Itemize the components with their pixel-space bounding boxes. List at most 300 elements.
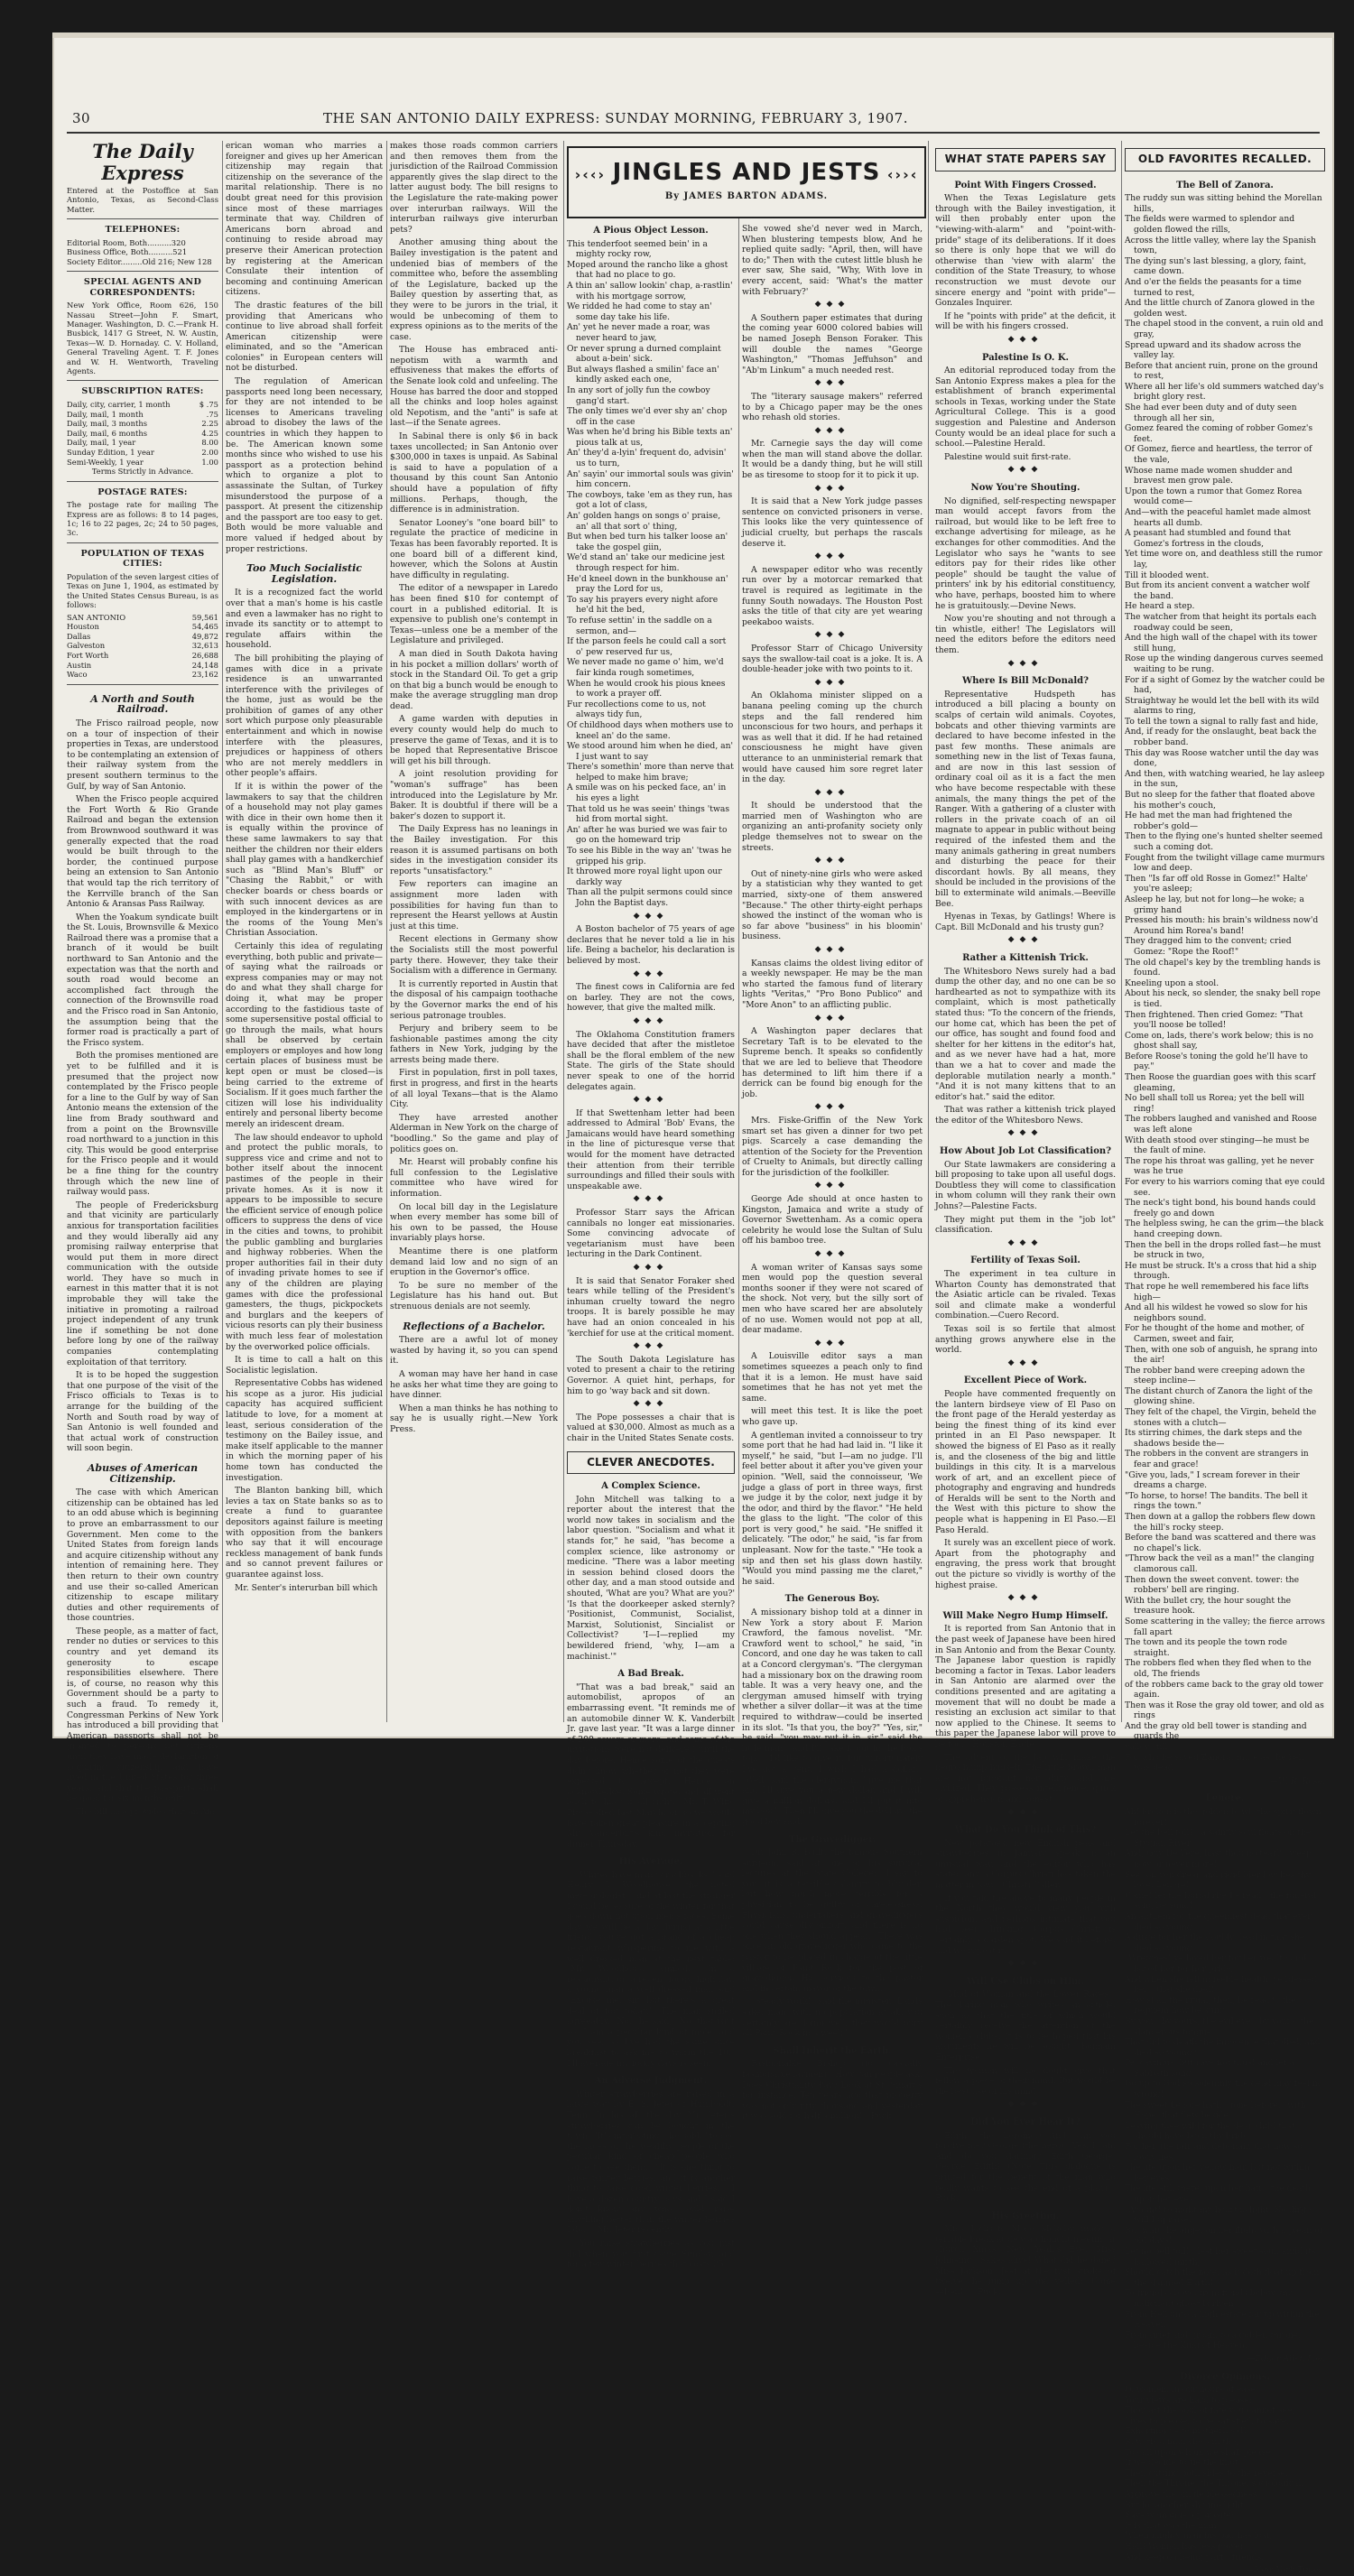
poem-line: Of childhood days when mothers use to kneel an' do the same. <box>567 719 734 741</box>
poem-line: Lives to please, to be satisfied, to save, <box>1125 2415 1290 2426</box>
article-paragraph: A woman may have her hand in case he asks her what time they are going to have dinner. <box>390 1368 558 1401</box>
poem-line: Then to the flying one's hunted shelter seemed such a coming dot. <box>1125 831 1323 852</box>
anecdote-heading: Shall Inherit the Earth. <box>773 2045 892 2056</box>
article-paragraph: Mr. Senter's interurban bill which <box>235 1582 378 1593</box>
poem-line: An' after he was buried we was fair to go on the homeward trip <box>567 824 728 846</box>
article-paragraph: A woman writer of Kansas says some men would pop the question several months sooner if they were not scared of the shock. Not very, but the silly sort of men who have scared her are absolutely of no use. Women would not pop at all, dear madame. <box>742 1262 923 1336</box>
subscription-row-value: 2.25 <box>201 419 218 429</box>
item-heading: Will Make Negro Hump Himself. <box>942 1610 1108 1621</box>
article-paragraph: The case with which American citizenship can be obtained has led to an odd abuse which is beginning to prove an embarrassment to our Government. Men come to the United States from foreign lands and acquire citizenship without any intention of remaining here. They then return to their own country and use their so-called American citizenship to escape military duties and other requirements of those countries. <box>67 1487 218 1624</box>
article-paragraph: When the Texas Legislature gets through with the Bailey investigation, it will then probably enter upon the "viewing-with-alarm" and "point-with-pride" stage of its deliberations. If it does so there is only hope that we will do otherwise than 'view with alarm' the condition of the State Treasury, to whose reconstruction we must devote our sincere energy and "point with pride"—Gonzales Inquirer. <box>935 193 1116 309</box>
divider <box>67 271 218 272</box>
poem-line: To call upon whom we shall please; <box>1125 2447 1274 2458</box>
poem-line: That did to death the innocence that died, and died so young?" <box>1125 2037 1321 2058</box>
state-papers-box: WHAT STATE PAPERS SAY <box>935 148 1116 171</box>
poem-line: And the gray old bell tower is standing and guards the <box>1125 1720 1307 1742</box>
postage-heading: POSTAGE RATES: <box>97 486 188 497</box>
poem-line: How shall the ritual, then, be read?—the requiem how be sung <box>1125 1995 1296 2016</box>
diamond-divider: ◆◆◆ <box>814 1338 850 1348</box>
article-paragraph: A joint resolution providing for "woman's suffrage" has been introduced into the Legislature by Mr. Baker. It is doubtful if there will be a baker's dozen to support it. <box>390 769 558 821</box>
poem-line: Go up to God so solemnly the dead may feel no wrong! <box>1125 2079 1323 2100</box>
page-number: 30 <box>72 110 91 126</box>
poem-line: A thin an' sallow lookin' chap, a-rastlin' with his mortgage sorrow, <box>567 280 733 301</box>
article-paragraph: When a man thinks he has nothing to say he is usually right.—New York Press. <box>390 1403 558 1434</box>
diamond-divider: ◆◆◆ <box>814 551 850 561</box>
column-3 <box>390 141 558 1722</box>
population-row <box>67 661 218 671</box>
poem-line: And then, with watching wearied, he lay asleep in the sun, <box>1125 768 1325 790</box>
telephone-line: Business Office, Both..........521 <box>67 247 188 257</box>
population-row-label: Austin <box>67 660 92 670</box>
article-paragraph: That was rather a kittenish trick played the editor of the Whitesboro News. <box>935 1105 1116 1126</box>
poem-line: We never made no game o' him, we'd fair kinda rough sometimes, <box>567 657 724 678</box>
poem-line: Till it blooded went. <box>1125 570 1210 580</box>
poem-line: Than all the pulpit sermons could since John the Baptist days. <box>567 887 733 908</box>
telephones-list <box>67 238 218 266</box>
article-paragraph: Now you're shouting and not through a tin whistle, either! The Legislators will need the editors before the editors need them. <box>935 614 1116 655</box>
article-paragraph: "Steady work!" said the minister, 'Lands sake, man, with no population at all, you certainly are doing well, they would bury all Paint Rock in a week.'" <box>742 1997 923 2039</box>
poem-line: The life still there, upon her hair—the death upon her eyes. <box>1125 2183 1312 2204</box>
poem-line: of the robbers came back to the gray old tower again. <box>1125 1679 1323 1700</box>
telephones-heading: TELEPHONES: <box>105 225 181 236</box>
diamond-divider: ◆◆◆ <box>1007 658 1043 668</box>
poem-line: Then "Is far off old Rosse in Gomez!" Halte' you're asleep; <box>1125 873 1309 894</box>
article-paragraph: It is to be hoped the suggestion that one purpose of the visit of the Frisco officials to Texas is to arrange for the building of the North and South road by way of San Antonio is well founded and that actual work of construction will soon begin. <box>67 1370 218 1454</box>
poem-line: To see his Bible in the way an' 'twas he gripped his grip. <box>567 846 732 866</box>
diamond-divider: ◆◆◆ <box>814 630 850 640</box>
column-5 <box>742 224 923 2122</box>
poem-heading: A Pious Object Lesson. <box>593 226 709 236</box>
article-paragraph: If he "points with pride" at the deficit, it will be with his fingers crossed. <box>935 310 1116 332</box>
poem <box>567 239 735 909</box>
poem-line: An' yet he never made a roar, was never heard to jaw, <box>567 322 710 343</box>
article-paragraph: Fashionable Bishop (to casually fashionable laymen)—How can people ask, Does Christianity Pay? Look at St. Smart's for instance. Ten years ago that property was not only fifty thousand and yesterday it was sold for half a million!—Puck. <box>742 2059 923 2122</box>
poem-line: Across the little valley, where lay the Spanish town, <box>1125 235 1316 256</box>
poem-line: For her, the fair and debonair, that now so lowly lies, <box>1125 2142 1303 2163</box>
diamond-divider: ◆◆◆ <box>814 483 850 493</box>
poem-line: And—with the peaceful hamlet made almost hearts all dumb. <box>1125 507 1312 528</box>
column-rule <box>563 141 564 1722</box>
diamond-divider: ◆◆◆ <box>814 1181 850 1191</box>
postage-text: The postage rate for mailing The Express are as follows: 8 to 14 pages, 1c; 16 to 22 pages, 2c; 24 to 50 pages, 3c. <box>67 500 218 538</box>
subscription-row <box>67 400 218 410</box>
poem-line: A dirge for her the doubly dead in that she died so young. <box>1125 1932 1305 1953</box>
subscription-row <box>67 438 218 448</box>
article-paragraph: Texas soil is so fertile that almost anything grows anywhere else in the world. <box>935 1323 1116 1356</box>
article-paragraph: It is currently reported in Austin that the disposal of his campaign toothache by the Governor marks the end of his serious patronage troubles. <box>390 978 558 1021</box>
poem-line: Rose up the winding dangerous curves seemed waiting to be rung. <box>1125 653 1323 674</box>
divider <box>67 380 218 381</box>
poem-line: Then the bell in the drops rolled fast—he must be struck in two, <box>1125 1239 1322 1261</box>
poem-line: Boy, 'tis a man she's in the, <box>1125 2437 1239 2448</box>
anecdotes-box: CLEVER ANECDOTES. <box>567 1451 735 1475</box>
diamond-divider: ◆◆◆ <box>1007 1237 1043 1247</box>
poem-line: An' sayin' our immortal souls was givin' him concern. <box>567 468 734 490</box>
poem-line: And keep on being part—friends." <box>1125 2552 1268 2562</box>
poem-line: Asleep he lay, but not for long—he woke; a grimy hand <box>1125 894 1304 915</box>
article-paragraph: If that Swettenham letter had been addressed to Admiral 'Bob' Evans, the Jamaicans would have heard something in the line of picturesque verse that would for the moment have detracted their attention from their terrible surroundings and filled their souls with unspeakable awe. <box>567 1107 735 1191</box>
population-row-value: 49,872 <box>191 631 218 641</box>
subscription-row-value: 8.00 <box>201 438 218 448</box>
article-paragraph: She vowed she'd never wed in March, When blustering tempests blow, And he replied quite sadly: "April, then, will have to do;" Then with the cutest little blush he ever saw, She said, "Why, With love in every accent, said: 'What's the matter with February?' <box>742 224 923 297</box>
subscription-table <box>67 400 218 467</box>
diamond-divider: ◆◆◆ <box>1007 1807 1043 1817</box>
poem-line: He had met the man had frightened the robber's gold— <box>1125 811 1293 831</box>
poem-line: He'd kneel down in the bunkhouse an' pray the Lord for us, <box>567 573 728 595</box>
article-paragraph: Few reporters can imagine an assignment more laden with possibilities for having fun than to represent the Hearst yellows at Austin just at this time. <box>390 879 558 931</box>
divider <box>67 542 218 543</box>
article-paragraph: The people of Fredericksburg and that vicinity are particularly anxious for transportation facilities and they would liberally aid any promising railway enterprise that would put them in more direct communication with the outside world. They have so much in earnest in this matter that it is not improbable they will take the initiative in promoting a railroad project independent of any trunk line if something be not done before long by one of the railway companies contemplating exploitation of that territory. <box>67 1200 218 1367</box>
diamond-divider: ◆◆◆ <box>633 1341 669 1351</box>
anecdote-heading: The Generous Boy. <box>784 1594 880 1605</box>
article-paragraph: The women will no doubt give that fellow a piece of their mind. But would be the best use of his mind. <box>935 2065 1116 2097</box>
poem-line: For every to his warriors coming that eye could see. <box>1125 1177 1325 1198</box>
article-paragraph: It surely was an excellent piece of work. Apart from the photography and engraving, the press work that brought out the picture so vividly is worthy of the highest praise. <box>935 1538 1116 1590</box>
article-paragraph: They might put them in the "job lot" classification. <box>935 1214 1116 1236</box>
article-paragraph: A Washington paper declares that Secretary Taft is to be elevated to the Supreme bench. It speaks so confidently that we are led to believe that Theodore has determined to lift him there if a derrick can be found big enough for the job. <box>742 1026 923 1099</box>
poem-line: O, women, in our hours of ease <box>1125 2385 1256 2395</box>
diamond-divider: ◆◆◆ <box>633 1399 669 1409</box>
diamond-divider: ◆◆◆ <box>814 378 850 388</box>
anecdote-heading: An Adverse Judgment. <box>594 2076 708 2087</box>
poem-line: But waft the angel on her flight with a pæan of old days! <box>1125 2225 1323 2247</box>
article-paragraph: The "literary sausage makers" referred to by a Chicago paper may be the ones who rehash old stories. <box>742 391 923 423</box>
poem-line: The helpless swing, he can the grim—the black hand creeping down. <box>1125 1219 1324 1239</box>
column-rule <box>386 141 387 1722</box>
article-paragraph: It is a recognized fact the world over that a man's home is his castle and even a lawmaker has no right to invade its sanctity or to attempt to regulate affairs within the household. <box>226 588 383 651</box>
divider <box>67 481 218 482</box>
poem-line: Let the bell toll!—a saintly soul floats on the Stygian River; <box>1125 1828 1312 1849</box>
poem-line: For he thought of the home and mother, of Carmen, sweet and fair, <box>1125 1323 1304 1344</box>
poem-line: And the little church of Zanora glowed in the golden west. <box>1125 298 1315 319</box>
column-rule <box>928 141 929 1722</box>
diamond-divider: ◆◆◆ <box>1007 1959 1043 1969</box>
poem-line: And, if ready for the onslaught, beat back the robber band. <box>1125 727 1317 748</box>
population-row-value: 24,148 <box>191 660 218 670</box>
diamond-divider: ◆◆◆ <box>633 1194 669 1204</box>
top-edge <box>52 32 1334 38</box>
article-paragraph: An Oklahoma minister slipped on a banana peeling coming up the church steps and the fall rendered him unconscious for two hours, and perhaps it was as well that it did. If he had retained consciousness he might have given utterance to an unministerial remark that would have caused him sore regret later in the day. <box>742 690 923 785</box>
masthead-title: The Daily Express <box>92 140 193 184</box>
poem-line: But from its ancient convent a watcher wolf the band. <box>1125 580 1310 601</box>
population-row <box>67 670 218 680</box>
item-heading: Will Use Clubs on Him. <box>967 1976 1084 1987</box>
article-paragraph: The Blanton banking bill, which levies a tax on State banks so as to create a fund to guarantee depositors against failure is meeting with opposition from the bankers who say that it will encourage reckless management of bank funds and so cannot prevent failures or guarantee against loss. <box>226 1486 383 1580</box>
article-paragraph: Palestine would suit first-rate. <box>944 451 1071 462</box>
population-row-label: Houston <box>67 622 99 632</box>
agents-text: New York Office, Room 626, 150 Nassau Street—John F. Smart, Manager. Washington, D. C.—Frank H. Busbick, 1417 G Street, N. W. Austin, Texas—W. D. Hornaday. C. V. Holland, General Traveling Agent. T. F. Jones and W. H. Wentworth, Traveling Agents. <box>67 301 218 376</box>
diamond-divider: ◆◆◆ <box>1007 1593 1043 1603</box>
article-heading: Abuses of American Citizenship. <box>87 1461 199 1485</box>
diamond-divider: ◆◆◆ <box>814 945 850 954</box>
population-row <box>67 651 218 661</box>
item-heading: Palestine Is O. K. <box>981 352 1070 363</box>
subscription-row-label: Daily, mail, 6 months <box>67 428 148 438</box>
anecdote-heading: His Average. <box>618 1857 683 1867</box>
poem-line: Pressed his mouth: his brain's wildness now'd Around him Rorea's band! <box>1125 915 1319 936</box>
poem-line: Says woman is a parasite; <box>1125 2510 1235 2521</box>
subscription-row <box>67 419 218 429</box>
article-paragraph: Mr. Carnegie says the day will come when the man will stand above the dollar. It would be a dandy thing, but he will still be as tiresome to stoop for it to pick it up. <box>742 439 923 481</box>
population-table <box>67 613 218 680</box>
article-paragraph: It is said that Senator Foraker shed tears while telling of the President's inhuman cruelty toward the negro troops. It is barely possible he may have had an onion concealed in his 'kerchief for use at the critical moment. <box>567 1275 735 1339</box>
article-paragraph: The finest cows in California are fed on barley. They are not the cows, however, that give the malted milk. <box>567 982 735 1014</box>
subscription-row-label: Sunday Edition, 1 year <box>67 448 154 458</box>
article-paragraph: Dr. John B. Bullt, the famous Southern surgeon, said at one of his surgical lectures at the State College: "I say to you, it is a terrible calamity to blunder, but how much more terrible for a physician to be guilty of carelessness. Physicians, undertakers and gravediggers could cause discomfort, and there is no one when they should appear. "There was once an old gravedigger who came to the pastor to be placed in charge of the little village of Paint Rock for the post of gravedigger. His services to the pastor and in certain mayor of the town. <box>742 1848 923 1994</box>
poem-line: Straightway he would let the bell with its wild alarms to ring, <box>1125 695 1320 717</box>
poem-line: "To horse, to horse! The bandits. The bell it rings the town." <box>1125 1490 1308 1512</box>
population-row-label: Fort Worth <box>67 651 109 661</box>
diamond-divider: ◆◆◆ <box>633 1263 669 1272</box>
article-paragraph: Representative Cobbs has widened his scope as a juror. His judicial capacity has acquired sufficient latitude to love, for a moment at least, serious consideration of the testimony on the Bailey issue, and make itself applicable to the manner in which the morning paper of his home town has conducted the investigation. <box>226 1378 383 1483</box>
subscription-row <box>67 410 218 420</box>
poem-signature: —New York Times. <box>1246 2565 1325 2576</box>
poem <box>1125 1807 1325 2351</box>
poem-line: Peccavimus; but rave not thus! and let a Sabbath song <box>1125 2058 1294 2079</box>
poem-line: The ruddy sun was sitting behind the Morellan hills, <box>1125 193 1322 214</box>
article-paragraph: The South Dakota Legislature has voted to present a chair to the retiring Governor. A quiet hint, perhaps, for him to go 'way back and sit down. <box>567 1354 735 1396</box>
article-paragraph: Mr. Hearst will probably confine his full confession to the Legislative committee who have wired for information. <box>390 1157 558 1199</box>
diamond-divider: ◆◆◆ <box>814 1013 850 1023</box>
subscription-row-value: .75 <box>206 409 218 419</box>
old-favorites-box: OLD FAVORITES RECALLED. <box>1125 148 1325 171</box>
diamond-divider: ◆◆◆ <box>814 300 850 310</box>
article-paragraph: Senator Looney's "one board bill" to regulate the practice of medicine in Texas has been favorably reported. It is one board bill of a different kind, however, which the Solons at Austin have difficulty in regulating. <box>390 517 558 580</box>
diamond-divider: ◆◆◆ <box>814 677 850 687</box>
poem-line: The only times we'd ever shy an' chop off in the case <box>567 406 728 427</box>
article-paragraph: Meantime there is one platform demand laid low and no sign of an eruption in the Governor's office. <box>390 1246 558 1278</box>
diamond-divider: ◆◆◆ <box>814 787 850 797</box>
subscription-row-label: Daily, city, carrier, 1 month <box>67 400 171 410</box>
article-paragraph: The Frisco railroad people, now on a tour of inspection of their properties in Texas, are understood to be contemplating an extension of their railway system from the present southern terminus to the Gulf, by way of San Antonio. <box>67 718 218 792</box>
poem-line: The sweet Lenore hath "gone before," with Hope, that flew beside, <box>1125 2099 1306 2121</box>
poem-line: Of Gomez, fierce and heartless, the terror of the vale, <box>1125 444 1312 466</box>
poem-line: It is that was the man, <box>1125 2520 1220 2531</box>
banner-title-text: JINGLES AND JESTS <box>612 159 881 186</box>
poem-line: That rope he well remembered his face lifts high— <box>1125 1281 1309 1302</box>
article-paragraph: The experiment in tea culture in Wharton County has demonstrated that the Asiatic article can be rivaled. Texas soil and climate make a wonderful combination.—Cuero Record. <box>935 1269 1116 1321</box>
article-paragraph: If it is within the power of the lawmakers to say that the children of a household may not play games with dice in their own home then it is equally within the province of these same lawmakers to say that neither the children nor their elders shall play games with a handkerchief such as "Blind Man's Bluff" or "Chasing the Rabbit," or with checker boards or chess boards or with such innocent devices as are employed in the kindergartens or in the rooms of the Young Men's Christian Association. <box>226 782 383 939</box>
poem-signature: —Edgar Allen Poe. <box>1247 2353 1325 2364</box>
article-paragraph: If you told the above to many people in the North they would view you with suspicion, and perhaps intimate that you had been drinking. Corpus Christi is certainly a garden spot. We said it before, and we repeat it. <box>935 1893 1116 1956</box>
article-paragraph: Winter strawberries are raised in a large way by E. S. Jeter of Humboldt, Tenn. In his all the day Mr. Jeter's strawberries can be bought in the town. "It's interesting," he said, "to see the faces of the wealthy people of the peculiar kind of cheap people who come to see them." "It is one thing to raise winter berries, and it is another thing to raise good winter berries." "I have a dozen country boys and I said I don't know any who could raise anything better than the winter berries I do."—Mr. Jeter recently. <box>567 2089 735 2236</box>
diamond-divider: ◆◆◆ <box>1007 334 1043 344</box>
poem-line: Some scattering in the valley; the fierce arrows fall apart <box>1125 1616 1325 1637</box>
poem-line: Should catch the note, as it doth float up from the damned Earth! <box>1125 2267 1320 2288</box>
poem-line: We'd stand an' take our medicine jest through respect for him. <box>567 552 725 573</box>
poem-line: Whose name made women shudder and bravest men grow pale. <box>1125 465 1293 486</box>
jingles-banner <box>567 146 926 218</box>
article-paragraph: A Louisville editor says a man sometimes squeezes a peach only to find that it is a lemon. He must have said sometimes that he has not yet met the same. <box>742 1351 923 1404</box>
poem-line: The watcher from that height its portals each roadway could be seen, <box>1125 611 1317 633</box>
article-paragraph: To be sure no member of the Legislature has his hand out. But strenuous denials are not seemly. <box>390 1280 558 1311</box>
anecdote-heading: The Gravedigger. <box>789 1834 876 1845</box>
article-paragraph: Recent elections in Germany show the Socialists still the most powerful party there. However, they take their Socialism with a difference in Germany. <box>390 934 558 977</box>
subscription-row-value: $ .75 <box>199 400 218 410</box>
population-heading: POPULATION OF TEXAS CITIES: <box>80 548 205 570</box>
poem-line: Upon the town a rumor that Gomez Rorea would come— <box>1125 486 1303 507</box>
poem-line: Before the band was scattered and there was no chapel's lick. <box>1125 1533 1316 1553</box>
poem-line: An anthem for the queenliest dead that ever died so young— <box>1125 1911 1312 1932</box>
poem-line: Then down the sweet convent. tower: the robbers' bell are ringing. <box>1125 1574 1300 1596</box>
poem-line: And the high wall of the chapel with its tower still hung, <box>1125 633 1318 653</box>
poem-line: And when she fell in feeble health, ye blessed her—that she died! <box>1125 1974 1318 1996</box>
banner-title <box>569 159 924 186</box>
article-paragraph: George Ade should at once hasten to Kingston, Jamaica and write a study of Governor Swettenham. As a comic opera celebrity he would lose the Sultan of Sulu off his bamboo tree. <box>742 1194 923 1246</box>
article-paragraph: "That was a bad break," said an automobilist, apropos of an embarrassing event. "It reminds me of an automobile dinner W. K. Vanderbilt Jr. gave last year. "It was a large dinner of 200 covers or more, and some of the invitations were not delivered until the day before. Hence some of the guests didn't know whether or not they were expected to accept. Hence an acknowledge. Some wrote, and all went back to his car all right. "Mr. T. Wiffe Pitcoe died last March, or so we would have taken great pleasure in accepting Mr. Vanderbilt's kind invitation for dinner Thursday." <box>567 1682 735 1849</box>
poem-line: To say his prayers every night afore he'd hit the bed, <box>567 594 719 616</box>
poem-line: Thou art the soul of fate you cannot see, <box>1125 2405 1295 2416</box>
article-paragraph: It is reported from San Antonio that in the past week of Japanese have been hired in San Antonio and from the Bexar County. The Japanese labor question is rapidly becoming a factor in Texas. Labor leaders in San Antonio are alarmed over the conditions presented and are agitating a movement that will no doubt be made a resisting an exclusion act similar to that now applied to the Chinese. It seems to this paper the Japanese labor will prove to be too.—Houston Eagle. <box>935 1624 1116 1749</box>
subscription-row <box>67 429 218 439</box>
diamond-divider: ◆◆◆ <box>1007 2099 1043 2109</box>
subscription-row-value: 1.00 <box>201 457 218 467</box>
article-paragraph: These people, as a matter of fact, render no duties or services to this country and yet demand its generosity to escape responsibilities elsewhere. There is, of course, no reason why this Government should be a party to such a fraud. To remedy it, Congressman Perkins of New York has introduced a bill providing that American passports shall not be granted to persons not citizens until they have made declaration of acquiring citizenship and have lived in the United States for three years, and that the passports shall be good for six months only. <box>67 1626 218 1804</box>
article-paragraph: The Whitesboro News surely had a bad dump the other day, and no one can be so hardhearted as not to sympathize with its complaint, which is most pathetically stated thus: "To the concern of the friends, our home cat, which has been the pet of our office, has sought and found food and shelter for her kittens in the editor's hat, and as we never have had a hat, more than we a hat to cover and made the deplorable mutilation nearly a month." "And it is not many kittens that to an editor's hat." said the editor. <box>935 966 1116 1102</box>
subscription-row <box>67 448 218 458</box>
article-paragraph: A newspaper editor who was recently run over by a motorcar remarked that travel is required as legitimate in the funny South nowadays. The Houston Post asks the title of that city are yet wearing peekaboo waists. <box>742 564 923 627</box>
poem-line: The town and its people the town rode straight. <box>1125 1637 1287 1658</box>
poem-line: And, Guy De Vere, hast thou no tear?—weep now or never more! <box>1125 1849 1312 1869</box>
poem-line: It throwed more royal light upon our darkly way <box>567 866 722 887</box>
article-paragraph: The Pope possesses a chair that is valued at $30,000. Almost as much as a chair in the United States Senate costs. <box>567 1412 735 1443</box>
poem-line: Then down at a gallop the robbers flew down the hill's rocky steep. <box>1125 1512 1316 1533</box>
poem-line: The old chapel's key by the trembling hands is found. <box>1125 957 1321 978</box>
poem-line: valley still. <box>1125 1742 1171 1753</box>
poem-line: "Give you, lads," I scream forever in their dreams a charge. <box>1125 1469 1300 1491</box>
poem-line: Before that ancient ruin, prone on the ground to rest, <box>1125 360 1318 382</box>
article-heading: Reflections of a Bachelor. <box>403 1320 545 1332</box>
poem-line: If the parson feels he could call a sort o' pew reserved fur us, <box>567 636 727 657</box>
terms-text: Terms Strictly in Advance. <box>91 467 194 477</box>
article-paragraph: A gentleman invited a connoisseur to try some port that he had had laid in. "I like it myself," he said, "but I—am no judge. I'll feel better about it after you've given your opinion. "Well, said the connoisseur, 'We judge a glass of port in three ways, first we judge it by the color, next judge it by the odor, and third by the flavor." "He held the glass to the light. "The color of this port is very good," he said. "He sniffed it delicately. "The odor," he said, "is far from unpleasant. Now for the taste." "He took a sip and then set his glass down hastily. "Would you mind passing me the claret," he said. <box>742 1430 923 1587</box>
diamond-divider: ◆◆◆ <box>1007 1128 1043 1138</box>
population-row-value: 54,465 <box>191 622 218 632</box>
divider <box>67 218 218 219</box>
poem-line: Kneeling upon a stool. <box>1125 978 1220 988</box>
article-paragraph: Representative Hudspeth has introduced a bill placing a bounty on scalps of certain wild animals. Coyotes, bobcats and other thieving varmints are declared to have become infested in the past few months. These animals are something new in the list of Texas fauna, and are now in this last session of ordinary coal oil as it is a fact the men who have become respectable with these animals, the many things the pet of the Ranger. With a gathering of a cluster with rollers in the private coach of an oil magnate to appear in public without being required of the infested them and the many animals gathering in great numbers and disturbing the peace for their discordant howls. By all means, they should be included in the provisions of the bill to exterminate wild animals.—Beeville Bee. <box>935 689 1116 909</box>
article-paragraph: A man died in South Dakota having in his pocket a million dollars' worth of stock in the Standard Oil. To get a grip on that big a bunch would be enough to make the average struggling man drop dead. <box>390 648 558 711</box>
poem-line: In any sort of jolly fun the cowboy gang'd start. <box>567 385 710 406</box>
poem-line: With the bullet cry, the hour sought the treasure hook. <box>1125 1595 1292 1617</box>
poem-line: An' golden hangs on songs o' praise, an' all that sort o' thing, <box>567 511 721 532</box>
masthead-entered: Entered at the Postoffice at San Antonio, Texas, as Second-Class Matter. <box>67 186 218 214</box>
item-heading: Fertility of Texas Soil. <box>970 1256 1080 1266</box>
poem-line: We stood around him when he died, an' I just want to say <box>567 741 734 762</box>
article-paragraph: Professor Starr says the African cannibals no longer eat missionaries. Some convincing advocate of vegetarianism must have been lecturing in the Dark Continent. <box>567 1208 735 1260</box>
article-paragraph: Another amusing thing about the Bailey investigation is the patent and undenied bias of members of the committee who, before the assembling of the Legislature, backed up the Bailey question by asserting that, as they were to be jurors in the trial, it would be unbecoming of them to express opinions as to the merits of the case. <box>390 237 558 342</box>
article-paragraph: Mrs. Fiske-Griffin of the New York smart set has given a dinner for two pet pigs. Scarcely a case demanding the attention of the Society for the Prevention of Cruelty to Animals, but directly calling for the jurisdiction of the foolkiller. <box>742 1115 923 1178</box>
article-paragraph: It is said that a New York judge passes sentence on convicted prisoners in verse. This looks like the very quintessence of judicial cruelty, but perhaps the rascals deserve it. <box>742 496 923 549</box>
article-paragraph: Hyenas in Texas, by Gatlings! Where is Capt. Bill McDonald and his trusty gun? <box>935 912 1116 932</box>
poem-line: But always flashed a smilin' face an' kindly asked each one, <box>567 364 719 385</box>
population-row-value: 32,613 <box>191 641 218 651</box>
diamond-divider: ◆◆◆ <box>814 425 850 435</box>
population-row <box>67 632 218 642</box>
anecdote-heading: A Complex Science. <box>601 1481 700 1492</box>
poem-line: To refuse settin' in the saddle on a sermon, and— <box>567 615 712 636</box>
poem-line: The neck's tight bond, his bound hands could freely go and down <box>1125 1198 1316 1219</box>
subscription-row-label: Daily, mail, 3 months <box>67 419 148 429</box>
article-paragraph: "Whites have many crackbacks," said Henry J. Woodhouse, the noted meteorologist, "and at last the stranger I could be so sure of the winter for that goes down not upon men's faces. Some day we will be a day during at a little friend 'you've got a brand of a cheap restaurant whispering to me with a well dressed man at the next table: "Mr. Woodhouse smiled. "In a restaurant, on a recent foggy, high day, a young man a well dressed man said "Excuse me, sir, but there's a great deal of fog today.' "The man smiled agreeably. "No," he said, "No, that isn't so. I am a peculiar kind of mole, and you see, as I've had the same since breakfast to ask me to warm the 10," I'll average my foggy days is seen." <box>567 1869 735 2069</box>
poem-line: If we decide to tie the knot, <box>1125 2458 1241 2469</box>
poem-heading: Lenore. <box>1205 1793 1245 1804</box>
poem-line: Its stirring chimes, the dark steps and the shadows beside the— <box>1125 1428 1303 1449</box>
diamond-divider: ◆◆◆ <box>814 1249 850 1259</box>
article-paragraph: A game warden with deputies in every county would help do much to preserve the game of Texas, and it is to be hoped that Representative Briscoe will get his bill through. <box>390 714 558 766</box>
population-row-label: Waco <box>67 670 88 680</box>
article-heading: Too Much Socialistic Legislation. <box>246 562 362 585</box>
article-paragraph: When the Yoakum syndicate built the St. Louis, Brownsville & Mexico Railroad there was a promise that a branch of it would be built northward to San Antonio and the expectation was that the north and south road would become an accomplished fact through the connection of the Brownsville road and the Frisco road in San Antonio, the assumption being that the former road is practically a part of the Frisco system. <box>67 912 218 1048</box>
article-paragraph: will meet this test. It is like the poet who gave up. <box>742 1406 923 1427</box>
agents-heading: SPECIAL AGENTS AND CORRESPONDENTS: <box>83 277 202 298</box>
poem-line: Gomez feared the coming of robber Gomez's feet. <box>1125 423 1313 444</box>
diamond-divider: ◆◆◆ <box>633 911 669 921</box>
item-heading: Rather a Kittenish Trick. <box>962 952 1089 963</box>
item-heading: Did You Ever Hear It? <box>970 2117 1080 2127</box>
banner-byline: By JAMES BARTON ADAMS. <box>664 191 829 201</box>
subscription-row-label: Daily, mail, 1 year <box>67 438 136 448</box>
poem-line: For who he saved Zanora, mute as the bell—was dead. <box>1125 1752 1313 1774</box>
poem-line: "Wretches! ye loved her for her wealth and hated her for her pride, <box>1125 1953 1307 1974</box>
article-paragraph: Edith (the heroine.)—And can you forgive me? George (the hero)—Yes, I can. And do you darling? Edith—George! George—Edith! (Note—This dialogue is printed for the benefit of the man who really wants to see the end of a play.)—Puck. <box>935 2130 1116 2204</box>
poem-line: A smile was on his pecked face, an' in his eyes a light <box>567 783 727 804</box>
poem-line: Then the Throne, the Throne, sociological, <box>1125 2479 1304 2489</box>
poem-line: By you—by yours, the evil eye—by yours, the slanderous tongue <box>1125 2015 1314 2037</box>
diamond-divider: ◆◆◆ <box>814 1102 850 1112</box>
telephone-line: Editorial Room, Both..........320 <box>67 237 186 247</box>
anecdote-heading: A Bad Break. <box>617 1669 684 1680</box>
diamond-divider: ◆◆◆ <box>1007 1357 1043 1367</box>
diamond-divider: ◆◆◆ <box>1007 935 1043 945</box>
subscription-row-label: Semi-Weekly, 1 year <box>67 457 144 467</box>
poem-line: Leaving thee wild for the dear child that should have been thy bride— <box>1125 2120 1295 2142</box>
article-paragraph: On local bill day in the Legislature when every member has some bill of his own to be passed, the House invariably plays horse. <box>390 1201 558 1244</box>
poem-line: Fur recollections come to us, not always tidy fun, <box>567 699 706 720</box>
population-row-label: Dallas <box>67 631 91 641</box>
poem-line: The robber band were creeping adown the steep incline— <box>1125 1365 1305 1386</box>
article-paragraph: A Boston bachelor of 75 years of age declares that he never told a lie in his life. Being a bachelor, his declaration is believed by most. <box>567 924 735 966</box>
poem-line: Then cutting both sides to the reverse. <box>1125 2468 1289 2479</box>
poem-line: No bell shall toll us Rorea; yet the bell will ring! <box>1125 1093 1304 1114</box>
poem-line: But lo, another shining light <box>1125 2499 1244 2510</box>
poem-line: The robbers fled when they fled when to the old, The friends <box>1125 1658 1312 1679</box>
poem-line: About his neck, so slender, the snaky bell rope is tied. <box>1125 988 1321 1009</box>
article-paragraph: "You raise strawberries as you just did when you first came Sunday, and for a few winter berries that costs 25. <box>567 2238 735 2270</box>
item-heading: How About Job Lot Classification? <box>939 1146 1112 1157</box>
article-paragraph: In Sabinal there is only $6 in back taxes uncollected; in San Antonio over $300,000 in taxes is unpaid. As Sabinal is said to have a population of a thousand by this count San Antonio should have a population of fifty millions. Perhaps, though, the difference is in administration. <box>390 431 558 515</box>
poem <box>1125 193 1325 1774</box>
article-paragraph: The Daily Express has no leanings in the Bailey investigation. For this reason it is assumed partisans on both sides in the investigation consider its reports "unsatisfactory." <box>390 824 558 876</box>
article-paragraph: Kansas claims the oldest living editor of a weekly newspaper. He may be the man who started the famous fund of literary lights "Veritas," "Pro Bono Publico" and "More Anon" to an afflicting public. <box>742 958 923 1010</box>
poem-line: This tenderfoot seemed bein' in a mighty rocky row, <box>567 238 708 260</box>
article-paragraph: The regulation of American passports need long been necessary, for they are not intended to be licenses to Americans traveling abroad to disobey the laws of the countries in which they happen to be. The American known some months since who wished to use his passport as a protection behind which to organize a plot to assassinate the Sultan, of Turkey misunderstood the purpose of a passport. At present the citizenship and the passport are too easy to get. Both would be more valuable and more valued if hedged about by proper restrictions. <box>226 376 383 554</box>
poem-line: Or never sprung a durned complaint about a-bein' sick. <box>567 343 721 365</box>
poem-line: They felt of the chapel, the Virgin, beheld the stones with a clutch— <box>1125 1407 1317 1428</box>
article-paragraph: The drastic features of the bill providing that Americans who continue to live abroad shall forfeit American citizenship were eliminated, and so the "American colonies" in European centers will not be disturbed. <box>226 300 383 374</box>
diamond-divider: ◆◆◆ <box>1007 465 1043 475</box>
poem-line: We ridded he had come to stay an' some day take his life. <box>567 301 712 322</box>
article-paragraph: A missionary bishop told at a dinner in New York a story about F. Marion Crawford, the famous novelist. "Mr. Crawford went to school," he said, "in Concord, and one day he was taken to call at a Concord clergyman's. "The clergyman had a missionary box on the drawing room table. It was a very heavy one, and the clergyman amused himself with trying whether a silver dollar—it was at the time required to withdraw—could be inserted in its slot. "Is that you, the boy?" "Yes, sir," he said, "you may put it in, sir," said the little man, "and I'll take it out in the box's top." "I'd like to give it, but unfortunately I've got a cent. I wish I had a dollar." "Well, said the clergyman, 'give me that and I'll give you a new dollar, and I will give a million dollars, and I'll put it into my box.' "Then I'll give you the dollar," the good boy said. <box>742 1608 923 1827</box>
poem-line: Exhorting us to motherhood? <box>1125 2426 1248 2437</box>
article-paragraph: It is time to call a halt on this Socialistic legislation. <box>226 1355 383 1376</box>
item-heading: Now You're Shouting. <box>970 483 1080 494</box>
subscription-row-value: 4.25 <box>201 428 218 438</box>
article-paragraph: The law should endeavor to uphold and protect the public morals, to suppress vice and crime and not to bother itself about the innocent pastimes of the people in their private homes. As it is now it appears to be impossible to secure the efficient service of enough police officers to suppress the dens of vice in the cities and towns, to prohibit the public gambling and burglaries and highway robberies. When the proper authorities fail in their duty of invading private homes to see if any of the children are playing games with dice the professional gamesters, the thugs, pickpockets and burglars and the keepers of vicious resorts can ply their business with much less fear of molestation by the overworked police officials. <box>226 1132 383 1352</box>
poem-line: This day was Roose watcher until the day was done, <box>1125 747 1319 769</box>
population-row-value: 26,688 <box>191 651 218 661</box>
article-paragraph: Professor Starr of Chicago University says the swallow-tail coat is a joke. It is. A double-header joke with two points to it. <box>742 643 923 675</box>
